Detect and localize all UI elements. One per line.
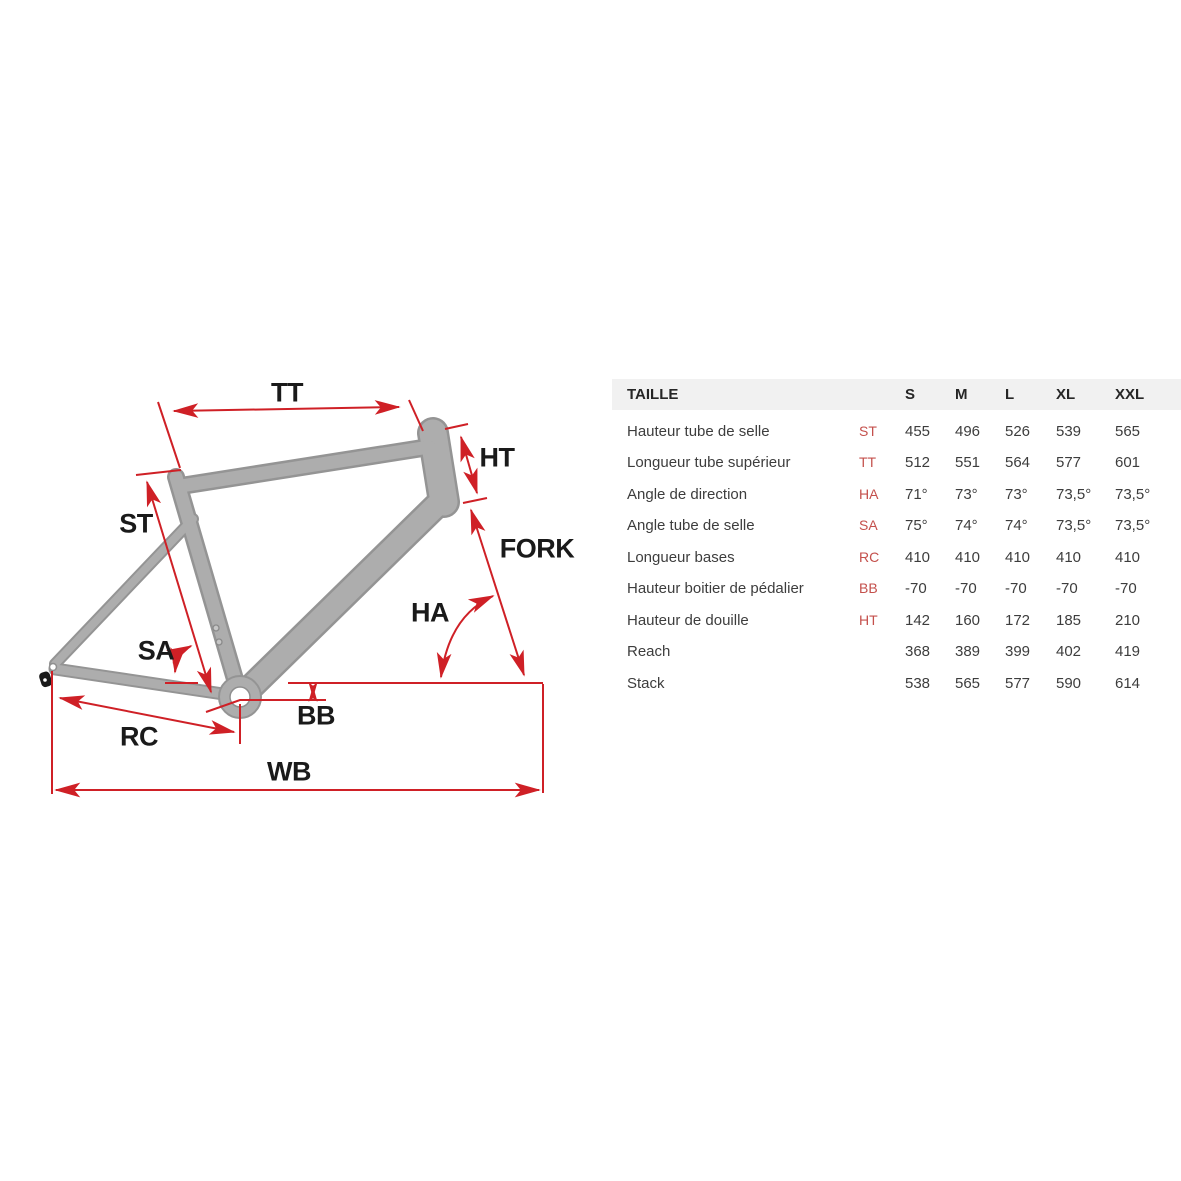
row-value: 402 xyxy=(1056,643,1082,661)
row-value: -70 xyxy=(1056,580,1078,598)
size-column-header: XXL xyxy=(1115,386,1145,403)
row-code: HT xyxy=(859,611,878,628)
row-value: 73,5° xyxy=(1115,517,1151,535)
bottle-boss xyxy=(216,639,222,645)
row-value: 410 xyxy=(905,548,931,566)
row-value: 73° xyxy=(1005,485,1028,503)
geometry-row xyxy=(612,573,1181,604)
row-label: Hauteur tube de selle xyxy=(627,423,770,440)
geometry-table xyxy=(612,379,1181,699)
row-value: 410 xyxy=(1056,548,1082,566)
row-value: 410 xyxy=(955,548,981,566)
row-value: -70 xyxy=(955,580,977,598)
row-value: 160 xyxy=(955,611,981,629)
ht-tick-top xyxy=(445,424,468,429)
row-value: 526 xyxy=(1005,423,1031,440)
geometry-row xyxy=(612,636,1181,667)
row-code: HA xyxy=(859,485,879,502)
tt-tick-right xyxy=(409,400,423,431)
row-value: 185 xyxy=(1056,611,1082,629)
label-head-tube: HT xyxy=(479,442,515,473)
frame-shape xyxy=(38,433,444,718)
row-label: Angle de direction xyxy=(627,485,748,503)
row-code: TT xyxy=(859,454,877,471)
row-value: 410 xyxy=(1005,548,1031,566)
row-value: 539 xyxy=(1056,423,1082,440)
row-value: 74° xyxy=(955,517,978,535)
row-value: 142 xyxy=(905,611,931,629)
rear-axle-hole xyxy=(50,664,57,671)
row-value: 71° xyxy=(905,485,928,503)
row-value: 172 xyxy=(1005,611,1031,629)
frame-geometry-diagram xyxy=(0,0,600,840)
row-value: 538 xyxy=(905,674,931,692)
row-value: -70 xyxy=(1115,580,1137,598)
row-value: 455 xyxy=(905,423,931,440)
size-column-header: M xyxy=(955,386,968,403)
row-label: Longueur tube supérieur xyxy=(627,454,791,472)
row-value: 74° xyxy=(1005,517,1028,535)
row-code: ST xyxy=(859,423,877,439)
size-column-header: L xyxy=(1005,386,1015,403)
label-top-tube: TT xyxy=(271,377,303,408)
row-value: 512 xyxy=(905,454,931,472)
row-label: Reach xyxy=(627,643,671,661)
bottle-boss xyxy=(213,625,219,631)
ht-tick-bottom xyxy=(463,498,487,503)
row-code: SA xyxy=(859,517,878,534)
row-value: 75° xyxy=(905,517,928,535)
row-label: Hauteur boitier de pédalier xyxy=(627,580,804,598)
row-value: 577 xyxy=(1056,454,1082,472)
row-value: 577 xyxy=(1005,674,1031,692)
row-value: 601 xyxy=(1115,454,1141,472)
label-bottom-bracket: BB xyxy=(297,700,335,731)
ht-dimension xyxy=(461,437,477,493)
row-value: 590 xyxy=(1056,674,1082,692)
geometry-row xyxy=(612,479,1181,510)
size-column-header: S xyxy=(905,386,916,403)
row-value: 210 xyxy=(1115,611,1141,629)
geometry-row xyxy=(612,447,1181,478)
geometry-row xyxy=(612,542,1181,573)
row-value: -70 xyxy=(905,580,927,598)
geometry-row xyxy=(612,416,1181,447)
row-value: 565 xyxy=(955,674,981,692)
row-value: -70 xyxy=(1005,580,1027,598)
row-value: 73° xyxy=(955,485,978,503)
sa-angle-arc xyxy=(175,646,191,672)
label-seat-tube: ST xyxy=(119,508,153,539)
label-fork: FORK xyxy=(499,533,575,564)
row-code: BB xyxy=(859,580,878,597)
table-title: TAILLE xyxy=(627,386,679,403)
row-code: RC xyxy=(859,548,880,565)
row-value: 73,5° xyxy=(1115,485,1151,503)
row-value: 73,5° xyxy=(1056,485,1092,503)
row-value: 565 xyxy=(1115,423,1141,440)
row-value: 614 xyxy=(1115,674,1141,692)
row-value: 368 xyxy=(905,643,931,661)
geometry-table-header xyxy=(612,379,1181,410)
row-value: 564 xyxy=(1005,454,1031,472)
row-value: 410 xyxy=(1115,548,1141,566)
row-value: 419 xyxy=(1115,643,1141,661)
row-label: Stack xyxy=(627,674,665,692)
row-value: 389 xyxy=(955,643,981,661)
row-value: 496 xyxy=(955,423,981,440)
row-label: Longueur bases xyxy=(627,548,735,566)
row-value: 399 xyxy=(1005,643,1031,661)
row-label: Angle tube de selle xyxy=(627,517,755,535)
row-label: Hauteur de douille xyxy=(627,611,749,629)
row-value: 551 xyxy=(955,454,981,472)
label-wheelbase: WB xyxy=(267,756,311,787)
geometry-row xyxy=(612,605,1181,636)
label-head-angle: HA xyxy=(411,597,449,628)
geometry-row xyxy=(612,510,1181,541)
label-seat-angle: SA xyxy=(137,635,175,666)
size-column-header: XL xyxy=(1056,386,1076,403)
geometry-table-body xyxy=(612,416,1181,699)
row-value: 73,5° xyxy=(1056,517,1092,535)
geometry-row xyxy=(612,668,1181,699)
label-rear-center: RC xyxy=(120,721,158,752)
